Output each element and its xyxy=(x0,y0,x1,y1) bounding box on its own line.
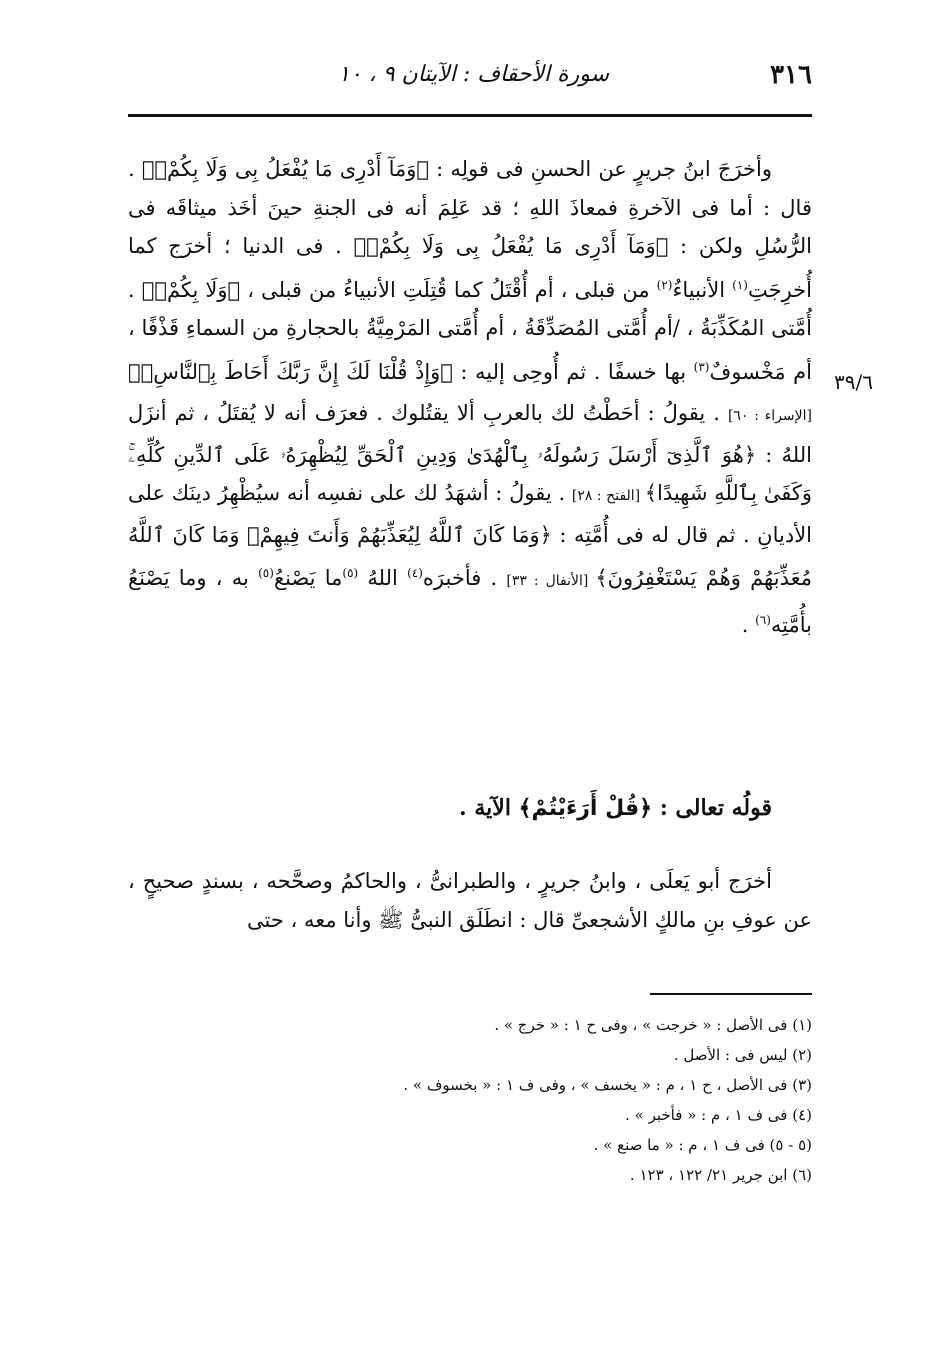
footnote-marker: (٤) xyxy=(407,566,423,580)
quran-quote: ﴿وَلَا بِكُمْۖ﴾ xyxy=(141,277,241,302)
footnote-marker: (٦) xyxy=(755,612,771,627)
text-run: . فأخبرَه xyxy=(422,566,507,590)
text-run: . فى الدنيا ؛ أخرَج كما أُخرِجَتِ xyxy=(128,234,812,302)
quran-quote: ﴿وَمَا كَانَ ٱللَّهُ لِيُعَذِّبَهُمْ وَأَنتَ فِيهِمْۚ وَمَا كَانَ ٱللَّهُ مُعَذِّبَهُمْ وَهُمْ يَسْتَغْفِرُونَ﴾ xyxy=(128,522,812,590)
text-run: . قال : أما فى الآخرةِ فمعاذَ اللهِ ؛ قد عَلِمَ أنه فى الجنةِ حينَ أخَذ ميثاقَه فى الرُّسُلِ ولكن : xyxy=(128,157,812,258)
text-run: الأنبياءُ xyxy=(672,277,733,302)
text-run: وأخرَجَ ابنُ جريرٍ عن الحسنِ فى قولِه : xyxy=(429,157,772,181)
quran-quote: ﴿وَمَآ أَدْرِى مَا يُفْعَلُ بِى وَلَا بِكُمْۖ﴾ xyxy=(353,234,669,258)
text-run: . يقولُ : أشهَدُ لك على نفسِه أنه سيُظْهِرُ دينَك على الأديانِ . ثم قال له فى أُمَّتِه : xyxy=(128,481,812,547)
footnote: (٥ - ٥) فى ف ١ ، م : « ما صنع » . xyxy=(593,1136,812,1154)
text-run: به ، وما يَصْنَعُ بأُمَّتِه xyxy=(128,566,812,637)
footnote: (٦) ابن جرير ٢١/ ١٢٢ ، ١٢٣ . xyxy=(629,1166,812,1184)
verse-reference: [الأنفال : ٣٣] xyxy=(506,573,596,589)
heading-quran: ﴿قُلْ أَرَءَيْتُمْ﴾ xyxy=(518,796,653,821)
second-body xyxy=(128,862,812,939)
verse-reference: [الفتح : ٢٨] xyxy=(571,488,645,504)
footnote: (١) فى الأصل : « خرجت » ، وفى ح ١ : « خرج » . xyxy=(494,1016,812,1034)
verse-reference: [الإسراء : ٦٠] xyxy=(727,408,812,424)
paragraph-2: أخرَج أبو يَعلَى ، وابنُ جريرٍ ، والطبرانىُّ ، والحاكمُ وصحَّحه ، بسندٍ صحيحٍ ، عن عوفِ بنِ مالكٍ الأشجعىِّ قال : انطَلَق النبىُّ ﷺ وأنا معه ، حتى xyxy=(128,869,812,932)
main-body xyxy=(128,150,812,644)
surah-title: سورة الأحقاف : الآيتان ٩ ، ١٠ xyxy=(338,62,610,87)
header-divider xyxy=(128,114,812,117)
heading-suffix: الآية . xyxy=(459,795,519,821)
quran-quote: ﴿هُوَ ٱلَّذِىٓ أَرْسَلَ رَسُولَهُۥ بِٱلْهُدَىٰ وَدِينِ ٱلْحَقِّ لِيُظْهِرَهُۥ عَلَى ٱلدِّينِ كُلِّهِۦۚ وَكَفَىٰ بِٱللَّهِ شَهِيدًا﴾ xyxy=(128,442,812,505)
page-number: ٣١٦ xyxy=(770,60,812,90)
text-run: ما يَصْنعُ xyxy=(273,566,343,590)
heading-prefix: قولُه تعالى : xyxy=(652,795,772,821)
page-header xyxy=(128,60,812,96)
footnote-marker: (١) xyxy=(732,277,748,292)
text-run: . يقولُ : أحَطْتُ لك بالعربِ ألا يقتُلوك . فعرَف أنه لا يُقتَلُ ، ثم أنزَل اللهُ : xyxy=(128,401,812,467)
footnote-divider xyxy=(650,993,812,995)
footnote: (٣) فى الأصل ، ح ١ ، م : « يخسف » ، وفى ف ١ : « بخسوف » . xyxy=(403,1076,812,1094)
text-run: . أُمَّتى المُكَذِّبَةُ ، /أم أُمَّتى المُصَدِّقَةُ ، أم أُمَّتى المَرْمِيَّةُ بالحجارةِ من السماءِ قَذْفًا ، أم مَخْسوفٌ xyxy=(128,277,812,384)
footnote-marker: (٢) xyxy=(656,277,673,292)
footnote: (٢) ليس فى : الأصل . xyxy=(673,1046,812,1064)
footnote-marker: (٥) xyxy=(258,566,274,580)
footnote-marker: (٣) xyxy=(693,359,710,374)
quran-quote: ﴿وَإِذْ قُلْنَا لَكَ إِنَّ رَبَّكَ أَحَاطَ بِٱلنَّاسِۚ﴾ xyxy=(128,359,453,384)
footnote-marker: (٥) xyxy=(342,566,359,580)
text-run: بها خسفًا . ثم أُوحِى إليه : xyxy=(452,359,694,384)
footnotes xyxy=(128,1010,812,1190)
text-run: . xyxy=(741,612,756,637)
footnote: (٤) فى ف ١ ، م : « فأخبر » . xyxy=(625,1106,812,1124)
paragraph xyxy=(128,150,812,644)
text-run: اللهُ xyxy=(358,566,408,590)
verse-heading xyxy=(128,795,812,821)
margin-reference: ٣٩/٦ xyxy=(834,370,873,394)
quran-quote: ﴿وَمَآ أَدْرِى مَا يُفْعَلُ بِى وَلَا بِكُمْۖ﴾ xyxy=(141,157,429,181)
text-run: من قبلى ، أم أُقْتَلُ كما قُتِلَتِ الأنبياءُ من قبلى ، xyxy=(240,277,657,302)
